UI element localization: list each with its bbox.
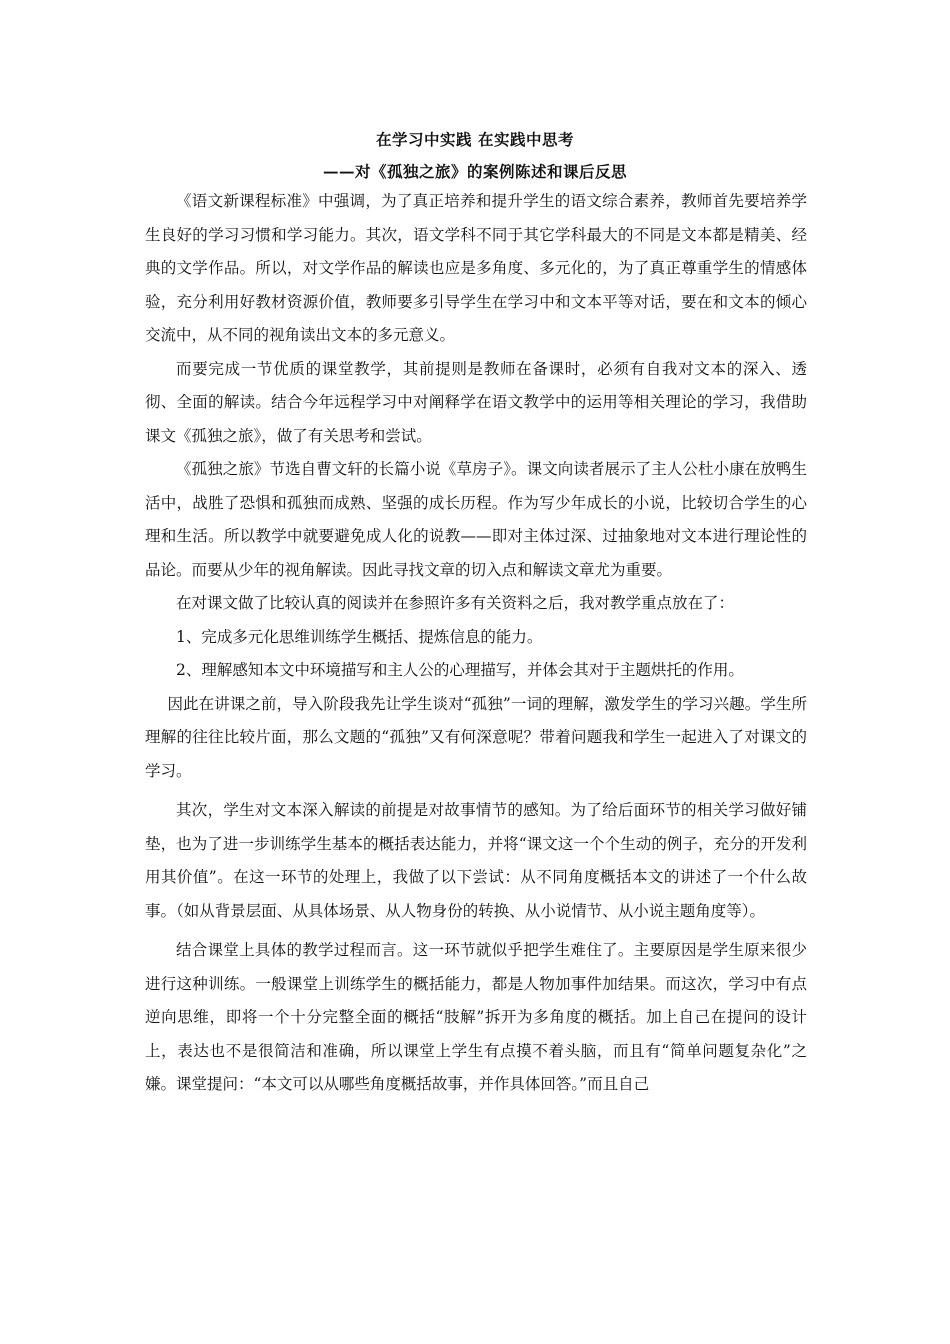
- document-title: 在学习中实践 在实践中思考: [376, 130, 574, 149]
- list-item-focus-1: 1、完成多元化思维训练学生概括、提炼信息的能力。: [176, 627, 543, 646]
- paragraph-text-introduction: 《孤独之旅》节选自曹文轩的长篇小说《草房子》。课文向读者展示了主人公杜小康在放鸭生活中，战胜了恐惧和孤独而成熟、坚强的成长历程。作为写少年成长的小说，比较切合学生的心理和生活。所以教学中就要避免成人化的说教——即对主体过深、过抽象地对文本进行理论性的品论。而要从少年的视角解读。因此寻找文章的切入点和解读文章尤为重要。: [145, 460, 807, 579]
- paragraph-lesson-preparation: 而要完成一节优质的课堂教学，其前提则是教师在备课时，必须有自我对文本的深入、透彻、全面的解读。结合今年远程学习中对阐释学在语文教学中的运用等相关理论的学习，我借助课文《孤独之旅》，做了有关思考和尝试。: [145, 359, 807, 445]
- paragraph-teaching-focus: 在对课文做了比较认真的阅读并在参照许多有关资料之后，我对教学重点放在了：: [176, 594, 735, 612]
- document-body: [145, 185, 807, 1102]
- paragraph-lesson-intro: 因此在讲课之前，导入阶段我先让学生谈对“孤独”一词的理解，激发学生的学习兴趣。学生所理解的往往比较片面，那么文题的“孤独”又有何深意呢？带着问题我和学生一起进入了对课文的学习。: [145, 694, 807, 780]
- list-item-focus-2: 2、理解感知本文中环境描写和主人公的心理描写，并体会其对于主题烘托的作用。: [176, 661, 744, 679]
- document-subtitle: ——对《孤独之旅》的案例陈述和课后反思: [322, 162, 627, 181]
- paragraph-classroom-reflection: 结合课堂上具体的教学过程而言。这一环节就似乎把学生难住了。主要原因是学生原来很少进行这种训练。一般课堂上训练学生的概括能力，都是人物加事件加结果。而这次，学习中有点逆向思维，即将一个十分完整全面的概括“肢解”拆开为多角度的概括。加上自己在提问的设计上，表达也不是很简洁和准确，所以课堂上学生有点摸不着头脑，而且有“简单问题复杂化”之嫌。课堂提问：“本文可以从哪些角度概括故事，并作具体回答。”而且自己: [145, 941, 807, 1093]
- paragraph-curriculum-standard: 《语文新课程标准》中强调，为了真正培养和提升学生的语文综合素养，教师首先要培养学生良好的学习习惯和学习能力。其次，语文学科不同于其它学科最大的不同是文本都是精美、经典的文学作品。所以，对文学作品的解读也应是多角度、多元化的，为了真正尊重学生的情感体验，充分利用好教材资源价值，教师要多引导学生在学习中和文本平等对话，要在和文本的倾心交流中，从不同的视角读出文本的多元意义。: [145, 192, 807, 344]
- paragraph-plot-summary: 其次，学生对文本深入解读的前提是对故事情节的感知。为了给后面环节的相关学习做好铺垫，也为了进一步训练学生基本的概括表达能力，并将“课文这一个个生动的例子，充分的开发利用其价值”。在这一环节的处理上，我做了以下尝试：从不同角度概括本文的讲述了一个什么故事。（如从背景层面、从具体场景、从人物身份的转换、从小说情节、从小说主题角度等）。: [145, 801, 807, 920]
